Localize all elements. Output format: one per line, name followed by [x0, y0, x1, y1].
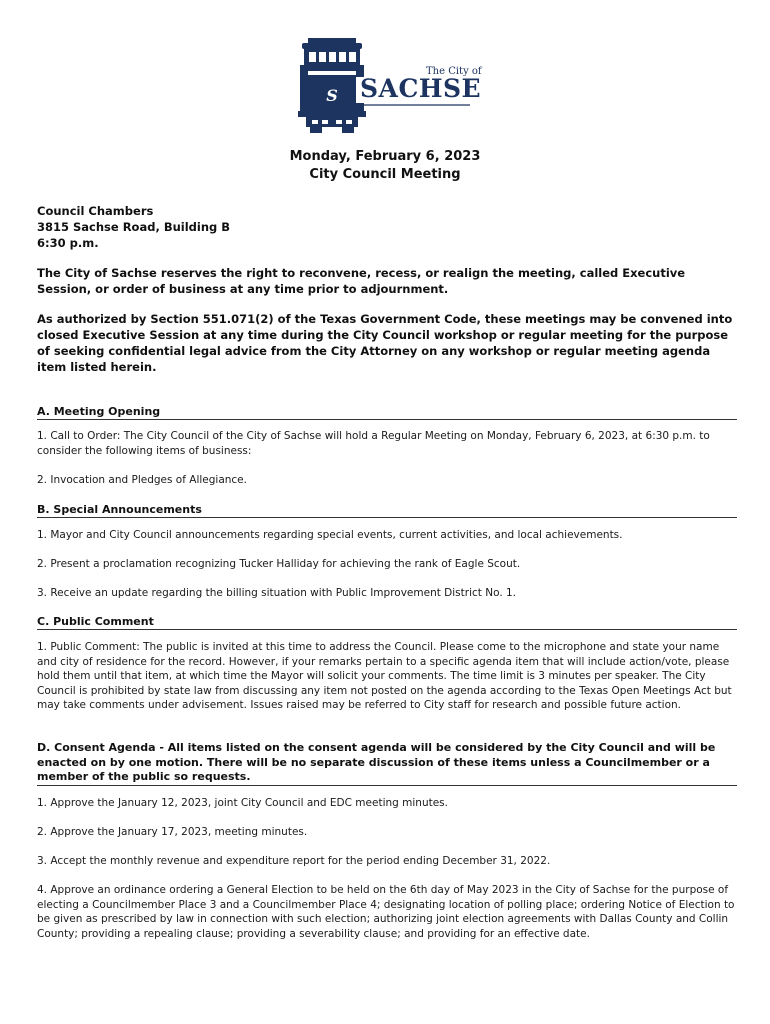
section-b-heading: B. Special Announcements	[37, 502, 737, 518]
meeting-title: City Council Meeting	[309, 167, 461, 182]
reconvene-notice: The City of Sachse reserves the right to reconvene, recess, or realign the meeting, called Executive Session, or order of business at any time prior to adjournment.	[37, 266, 686, 296]
agenda-item-d3: 3. Accept the monthly revenue and expenditure report for the period ending December 31, 2022.	[37, 855, 551, 867]
svg-text:S: S	[326, 86, 338, 105]
meeting-time: 6:30 p.m.	[37, 236, 99, 250]
agenda-item-d2: 2. Approve the January 17, 2023, meeting minutes.	[37, 826, 308, 838]
agenda-item-a2: 2. Invocation and Pledges of Allegiance.	[37, 474, 247, 486]
agenda-item-a1: 1. Call to Order: The City Council of the City of Sachse will hold a Regular Meeting on Monday, February 6, 2023, at 6:30 p.m. to consider the following items of business:	[37, 430, 710, 457]
section-d-heading: D. Consent Agenda - All items listed on the consent agenda will be considered by the City Council and will be enacted on by one motion. There will be no separate discussion of these items unless a Councilmember or a member of the public so requests.	[37, 741, 737, 786]
agenda-item-d1: 1. Approve the January 12, 2023, joint City Council and EDC meeting minutes.	[37, 797, 448, 809]
agenda-item-d4: 4. Approve an ordinance ordering a General Election to be held on the 6th day of May 2023 in the City of Sachse for the purpose of electing a Councilmember Place 3 and a Councilmember Place 4; designating location of polling place; ordering Notice of Election to be given as prescribed by law in connection with such election; authorizing joint election agreements with Dallas County and Collin County; providing a repealing clause; providing a severability clause; and providing for an effective date.	[37, 884, 735, 940]
logo-small-text: The City of	[426, 66, 482, 77]
agenda-item-b1: 1. Mayor and City Council announcements regarding special events, current activities, and local achievements.	[37, 529, 623, 541]
logo-wordmark: SACHSE	[360, 74, 482, 103]
location-room: Council Chambers	[37, 204, 154, 218]
location-address: 3815 Sachse Road, Building B	[37, 220, 231, 234]
executive-session-notice: As authorized by Section 551.071(2) of the Texas Government Code, these meetings may be convened into closed Executive Session at any time during the City Council workshop or regular meeting for the purpose of seeking confidential legal advice from the City Attorney on any workshop or regular meeting agenda item listed herein.	[37, 312, 733, 374]
city-logo	[298, 38, 482, 138]
agenda-item-b2: 2. Present a proclamation recognizing Tucker Halliday for achieving the rank of Eagle Scout.	[37, 558, 521, 570]
section-c-heading: C. Public Comment	[37, 614, 737, 630]
agenda-item-b3: 3. Receive an update regarding the billing situation with Public Improvement District No. 1.	[37, 587, 517, 599]
section-a-heading: A. Meeting Opening	[37, 404, 737, 420]
agenda-item-c1: 1. Public Comment: The public is invited at this time to address the Council. Please come to the microphone and state your name and city of residence for the record. However, if your remarks pertain to a specific agenda item that will include action/vote, please hold them until that item, at which time the Mayor will solicit your comments. The time limit is 3 minutes per speaker. The City Council is prohibited by state law from discussing any item not posted on the agenda according to the Texas Open Meetings Act but may take comments under advisement. Issues raised may be referred to City staff for research and possible future action.	[37, 641, 732, 712]
meeting-date: Monday, February 6, 2023	[289, 149, 481, 164]
